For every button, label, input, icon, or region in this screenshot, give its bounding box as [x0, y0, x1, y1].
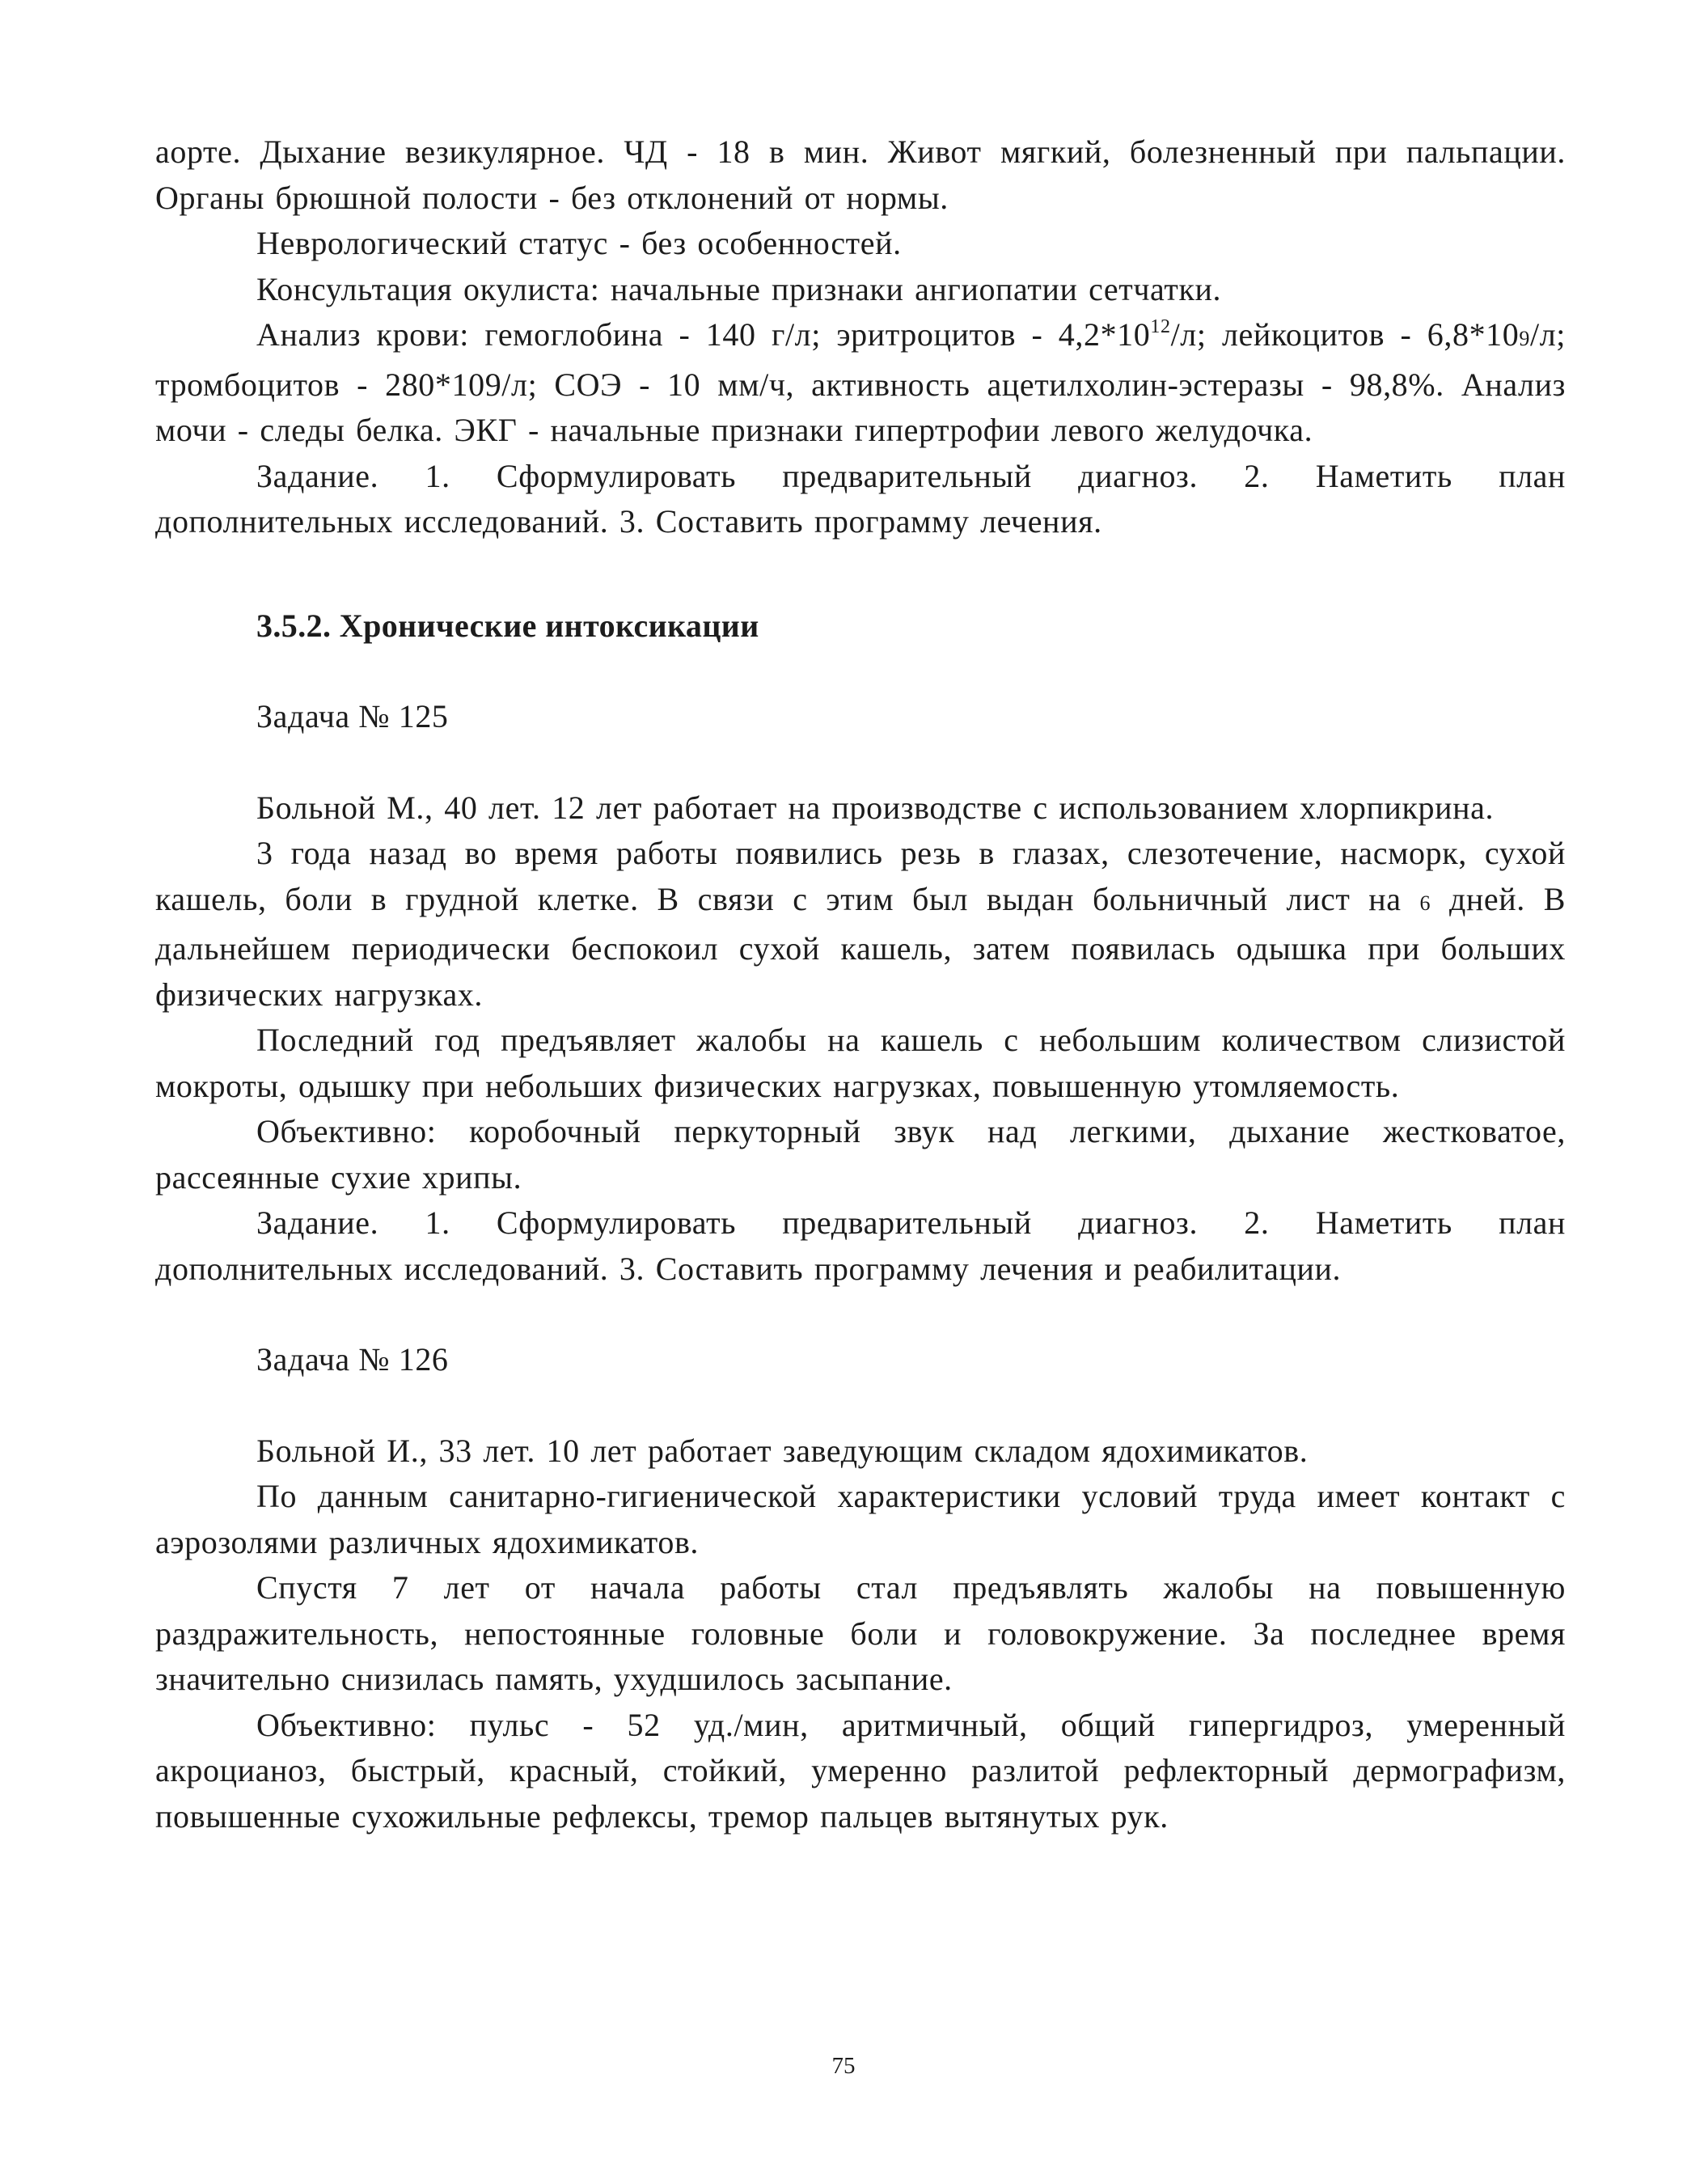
- blood-analysis-text-a: Анализ крови: гемоглобина - 140 г/л; эритроцитов - 4,2*10: [256, 316, 1151, 353]
- continuation-paragraph-1: аорте. Дыхание везикулярное. ЧД - 18 в мин. Живот мягкий, болезненный при пальпации. Органы брюшной полости - без отклонений от нормы.: [155, 133, 1566, 216]
- task-126-paragraph-4: Объективно: пульс - 52 уд./мин, аритмичный, общий гипергидроз, умеренный акроцианоз, быстрый, красный, стойкий, умеренно разлитой рефлекторный дермографизм, повышенные сухожильные рефлексы, тремор пальцев вытянутых рук.: [155, 1706, 1566, 1835]
- task-125-paragraph-3: Последний год предъявляет жалобы на кашель с небольшим количеством слизистой мокроты, одышку при небольших физических нагрузках, повышенную утомляемость.: [155, 1022, 1566, 1104]
- task-126-paragraph-1: Больной И., 33 лет. 10 лет работает заведующим складом ядохимикатов.: [256, 1432, 1309, 1469]
- section-heading: 3.5.2. Хронические интоксикации: [256, 607, 759, 644]
- task-125-title: Задача № 125: [256, 698, 449, 734]
- blood-analysis-paragraph: [155, 312, 1566, 454]
- blood-analysis-text-b: /л; лейкоцитов - 6,8*10: [1170, 316, 1520, 353]
- blood-analysis-text-c: 9: [1519, 327, 1530, 350]
- continuation-assignment: Задание. 1. Сформулировать предварительный диагноз. 2. Наметить план дополнительных исследований. 3. Составить программу лечения.: [155, 457, 1566, 540]
- task-125-paragraph-1: Больной М., 40 лет. 12 лет работает на производстве с использованием хлорпикрина.: [256, 789, 1495, 826]
- task-126-paragraph-3: Спустя 7 лет от начала работы стал предъявлять жалобы на повышенную раздражительность, непостоянные головные боли и головокружение. За последнее время значительно снизилась память, ухудшилось засыпание.: [155, 1569, 1566, 1697]
- continuation-paragraph-2: Неврологический статус - без особенностей.: [256, 225, 902, 261]
- task-125-paragraph-2: [155, 831, 1566, 1018]
- page-number: 75: [831, 2053, 856, 2079]
- task-126-title: Задача № 126: [256, 1341, 449, 1378]
- task-125-assignment: Задание. 1. Сформулировать предварительный диагноз. 2. Наметить план дополнительных исследований. 3. Составить программу лечения и реабилитации.: [155, 1204, 1566, 1287]
- task-125-paragraph-2-number: 6: [1419, 891, 1431, 915]
- task-125-paragraph-4: Объективно: коробочный перкуторный звук над легкими, дыхание жестковатое, рассеянные сухие хрипы.: [155, 1113, 1566, 1196]
- continuation-paragraph-3: Консультация окулиста: начальные признаки ангиопатии сетчатки.: [256, 270, 1222, 307]
- blood-analysis-superscript: 12: [1150, 316, 1171, 337]
- blood-analysis-text-d: /л; тромбоцитов - 280*109/л; СОЭ - 10 мм/ч, активность ацетилхолин-эстеразы - 98,8%. Анализ мочи - следы белка. ЭКГ - начальные признаки гипертрофии левого желудочка.: [155, 316, 1566, 448]
- task-125-paragraph-2-text-b: дней. В дальнейшем периодически беспокоил сухой кашель, затем появилась одышка при больших физических нагрузках.: [155, 880, 1566, 1013]
- task-126-paragraph-2: По данным санитарно-гигиенической характеристики условий труда имеет контакт с аэрозолями различных ядохимикатов.: [155, 1478, 1566, 1560]
- page-content: [155, 129, 1566, 1839]
- task-125-paragraph-2-text-a: 3 года назад во время работы появились резь в глазах, слезотечение, насморк, сухой кашель, боли в грудной клетке. В связи с этим был выдан больничный лист на: [155, 835, 1566, 917]
